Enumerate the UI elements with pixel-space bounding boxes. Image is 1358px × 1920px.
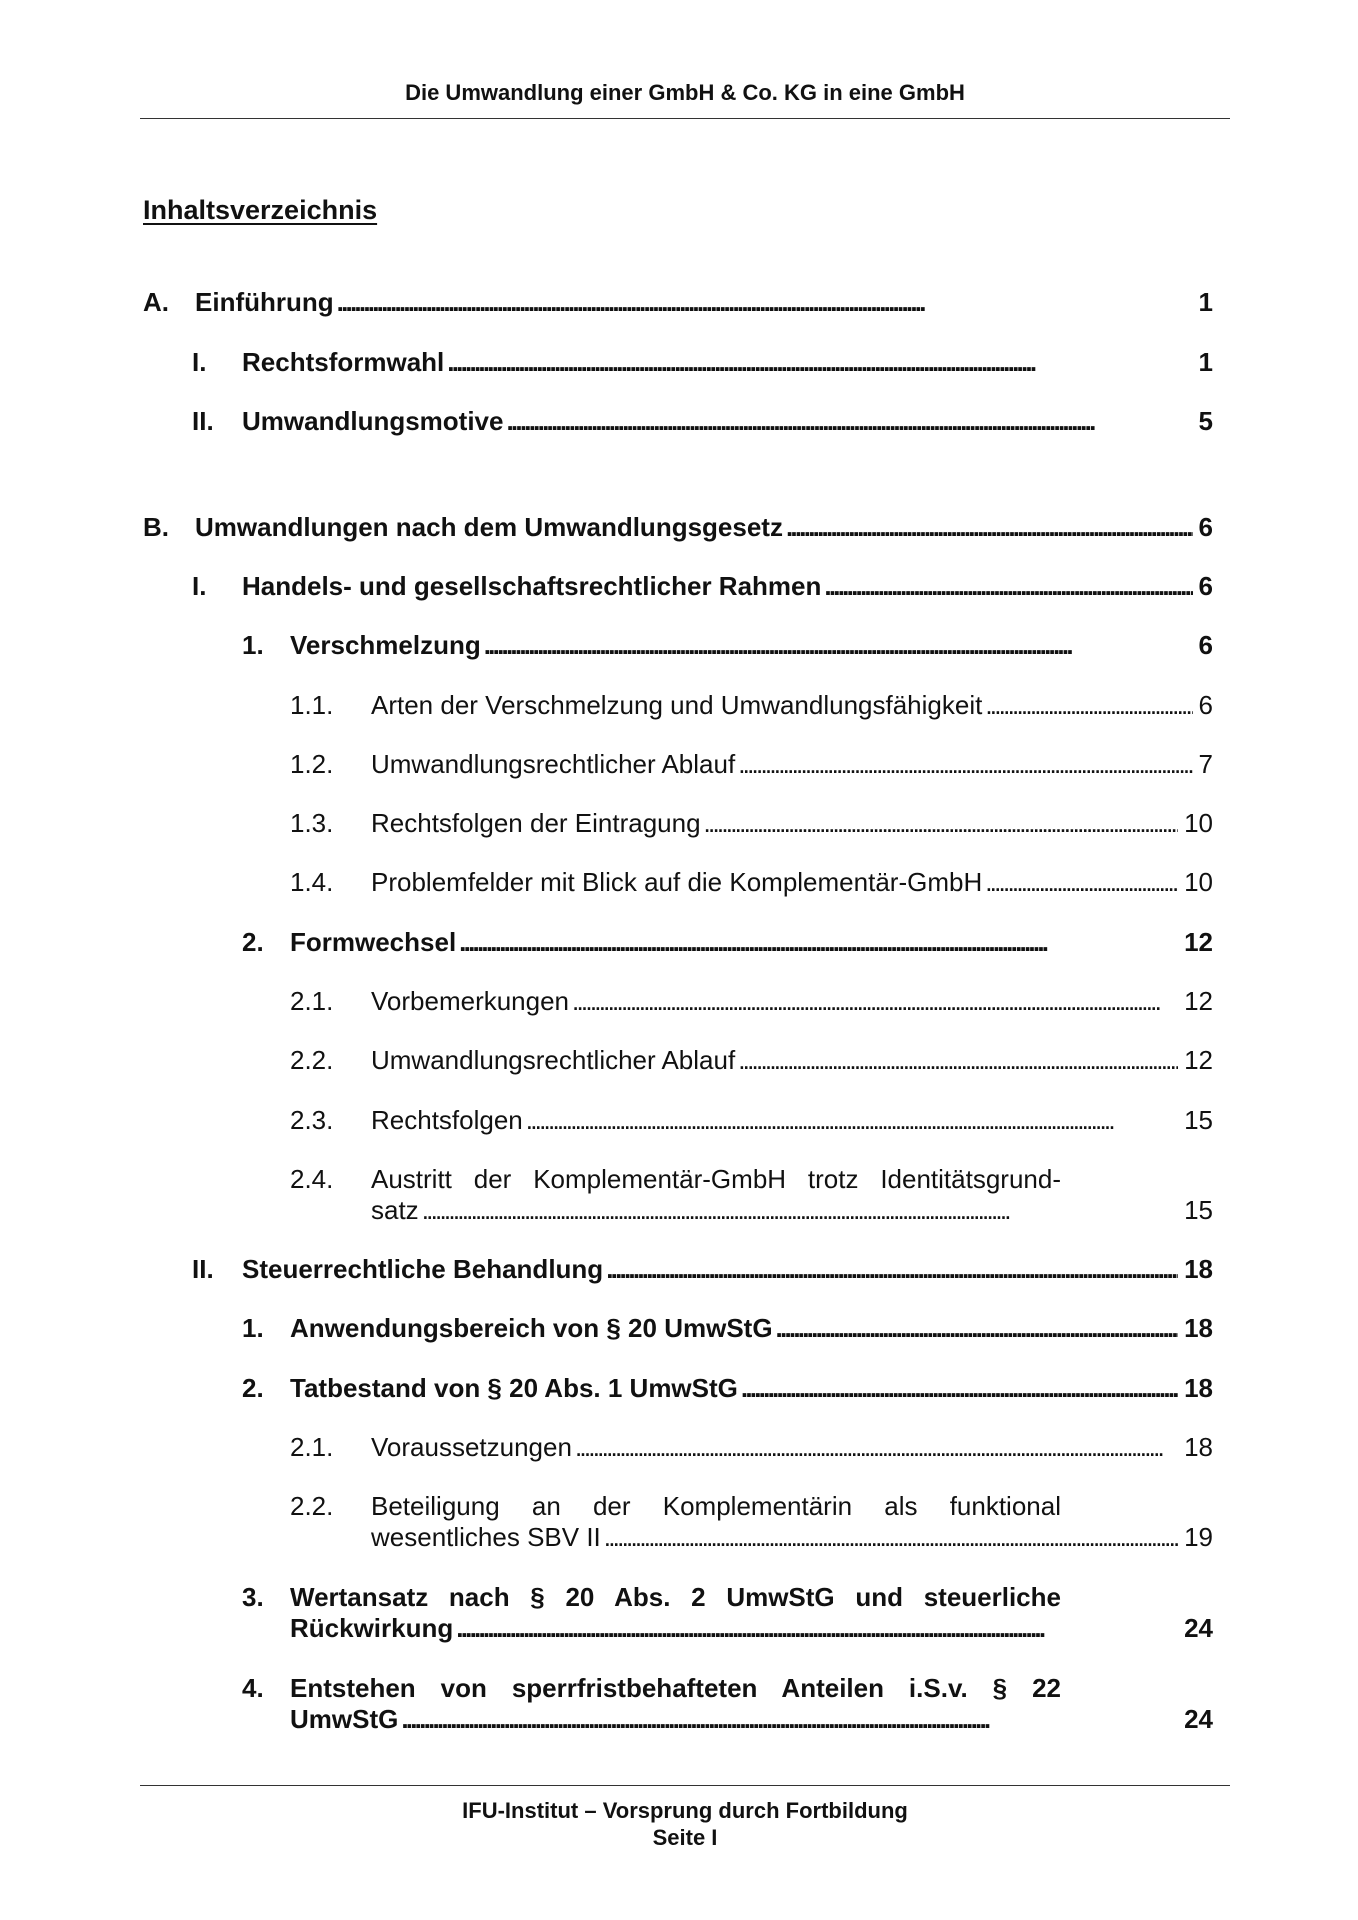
toc-entry-page: 6 xyxy=(1198,690,1213,720)
toc-entry-title-line1: Wertansatz nach § 20 Abs. 2 UmwStG und steuerliche xyxy=(290,1582,1061,1612)
toc-entry-b-i-1-1[interactable] xyxy=(0,690,1358,721)
dot-leader xyxy=(741,1373,1178,1404)
toc-entry-page: 18 xyxy=(1184,1373,1213,1403)
toc-entry-title: Rechtsfolgen xyxy=(371,1105,523,1135)
toc-entry-title: Umwandlungsrechtlicher Ablauf xyxy=(371,1045,736,1075)
dot-leader xyxy=(738,1045,1178,1076)
toc-entry-b-ii-2-2[interactable] xyxy=(0,1491,1358,1553)
toc-entry-number: 2.1. xyxy=(290,986,334,1016)
toc-entry-title: Einführung xyxy=(195,287,334,317)
toc-entry-page: 12 xyxy=(1184,1045,1213,1075)
toc-entry-number: 2.4. xyxy=(290,1164,334,1194)
toc-entry-page: 5 xyxy=(1198,406,1213,436)
toc-entry-title: Umwandlungsmotive xyxy=(242,406,504,436)
toc-entry-page: 10 xyxy=(1184,808,1213,838)
toc-entry-b-ii-1[interactable] xyxy=(0,1313,1358,1344)
toc-entry-page: 15 xyxy=(1184,1195,1213,1225)
toc-entry-title: Vorbemerkungen xyxy=(371,986,570,1016)
toc-entry-b[interactable] xyxy=(0,512,1358,543)
toc-entry-number: I. xyxy=(192,571,207,601)
toc-entry-b-i-2-3[interactable] xyxy=(0,1105,1358,1136)
dot-leader xyxy=(337,287,1193,318)
toc-entry-number: II. xyxy=(192,406,214,436)
toc-entry-title-line1: Austritt der Komplementär-GmbH trotz Identitätsgrund- xyxy=(371,1164,1061,1194)
toc-entry-b-i[interactable] xyxy=(0,571,1358,602)
toc-entry-b-ii-2[interactable] xyxy=(0,1373,1358,1404)
toc-entry-title-line2: Rückwirkung xyxy=(290,1613,454,1643)
header-divider xyxy=(140,118,1230,119)
dot-leader xyxy=(422,1195,1178,1226)
toc-entry-title: Rechtsformwahl xyxy=(242,347,445,377)
dot-leader xyxy=(526,1105,1178,1136)
toc-entry-title: Formwechsel xyxy=(290,927,457,957)
dot-leader xyxy=(786,512,1193,543)
toc-entry-title: Problemfelder mit Blick auf die Komplementär-GmbH xyxy=(371,867,983,897)
dot-leader xyxy=(401,1704,1178,1735)
toc-entry-page: 12 xyxy=(1184,986,1213,1016)
toc-entry-number: II. xyxy=(192,1254,214,1284)
toc-entry-page: 6 xyxy=(1198,571,1213,601)
dot-leader xyxy=(824,571,1192,602)
dot-leader xyxy=(604,1522,1178,1553)
toc-entry-b-ii[interactable] xyxy=(0,1254,1358,1285)
toc-entry-number: 1. xyxy=(242,1313,264,1343)
toc-entry-number: I. xyxy=(192,347,207,377)
toc-entry-title-line2: UmwStG xyxy=(290,1704,399,1734)
toc-entry-number: 2.3. xyxy=(290,1105,334,1135)
toc-entry-title: Arten der Verschmelzung und Umwandlungsfähigkeit xyxy=(371,690,983,720)
toc-entry-number: 2.2. xyxy=(290,1045,334,1075)
toc-entry-number: 1.3. xyxy=(290,808,334,838)
toc-entry-number: 1.4. xyxy=(290,867,334,897)
dot-leader xyxy=(575,1432,1178,1463)
toc-entry-title: Steuerrechtliche Behandlung xyxy=(242,1254,604,1284)
toc-entry-number: 2. xyxy=(242,927,264,957)
toc-entry-page: 19 xyxy=(1184,1522,1213,1552)
toc-entry-b-i-2-2[interactable] xyxy=(0,1045,1358,1076)
toc-heading: Inhaltsverzeichnis xyxy=(143,195,378,225)
toc-entry-title-line1: Beteiligung an der Komplementärin als funktional xyxy=(371,1491,1061,1521)
dot-leader xyxy=(985,690,1192,721)
dot-leader xyxy=(506,406,1192,437)
toc-entry-page: 1 xyxy=(1198,287,1213,317)
toc-entry-number: 4. xyxy=(242,1673,264,1703)
toc-entry-b-i-1-2[interactable] xyxy=(0,749,1358,780)
toc-entry-page: 12 xyxy=(1184,927,1213,957)
dot-leader xyxy=(456,1613,1178,1644)
toc-entry-a[interactable] xyxy=(0,287,1358,318)
toc-entry-number: 2.1. xyxy=(290,1432,334,1462)
toc-entry-number: 1. xyxy=(242,630,264,660)
toc-entry-title: Verschmelzung xyxy=(290,630,481,660)
toc-entry-title: Anwendungsbereich von § 20 UmwStG xyxy=(290,1313,773,1343)
toc-entry-title-line2: satz xyxy=(371,1195,419,1225)
toc-entry-title: Voraussetzungen xyxy=(371,1432,572,1462)
toc-entry-b-i-2-4[interactable] xyxy=(0,1164,1358,1226)
toc-entry-title: Rechtsfolgen der Eintragung xyxy=(371,808,701,838)
dot-leader xyxy=(459,927,1178,958)
toc-entry-b-ii-2-1[interactable] xyxy=(0,1432,1358,1463)
dot-leader xyxy=(447,347,1192,378)
toc-entry-page: 24 xyxy=(1184,1613,1213,1643)
footer-divider xyxy=(140,1785,1230,1786)
toc-entry-number: 1.1. xyxy=(290,690,334,720)
dot-leader xyxy=(572,986,1178,1017)
toc-entry-page: 6 xyxy=(1198,512,1213,542)
toc-entry-title-line2: wesentliches SBV II xyxy=(371,1522,601,1552)
page-footer xyxy=(140,1797,1230,1851)
footer-page-number: Seite I xyxy=(652,1825,718,1850)
toc-entry-b-i-2[interactable] xyxy=(0,927,1358,958)
toc-entry-title: Umwandlungen nach dem Umwandlungsgesetz xyxy=(195,512,783,542)
dot-leader xyxy=(484,630,1193,661)
toc-entry-b-i-2-1[interactable] xyxy=(0,986,1358,1017)
toc-entry-a-i[interactable] xyxy=(0,347,1358,378)
toc-entry-page: 1 xyxy=(1198,347,1213,377)
dot-leader xyxy=(985,867,1178,898)
toc-entry-b-i-1-4[interactable] xyxy=(0,867,1358,898)
footer-institute: IFU-Institut – Vorsprung durch Fortbildung xyxy=(462,1798,908,1823)
toc-entry-number: A. xyxy=(143,287,169,317)
toc-entry-page: 6 xyxy=(1198,630,1213,660)
toc-entry-page: 18 xyxy=(1184,1313,1213,1343)
toc-entry-number: 2. xyxy=(242,1373,264,1403)
page-header-title: Die Umwandlung einer GmbH & Co. KG in eine GmbH xyxy=(405,80,965,105)
toc-entry-title: Handels- und gesellschaftsrechtlicher Rahmen xyxy=(242,571,822,601)
toc-entry-title: Umwandlungsrechtlicher Ablauf xyxy=(371,749,736,779)
toc-entry-a-ii[interactable] xyxy=(0,406,1358,437)
toc-entry-title-line1: Entstehen von sperrfristbehafteten Anteilen i.S.v. § 22 xyxy=(290,1673,1061,1703)
toc-entry-page: 7 xyxy=(1198,749,1213,779)
toc-entry-title: Tatbestand von § 20 Abs. 1 UmwStG xyxy=(290,1373,738,1403)
toc-entry-page: 18 xyxy=(1184,1432,1213,1462)
dot-leader xyxy=(704,808,1179,839)
toc-entry-number: 2.2. xyxy=(290,1491,334,1521)
toc-entry-page: 18 xyxy=(1184,1254,1213,1284)
toc-entry-number: 3. xyxy=(242,1582,264,1612)
dot-leader xyxy=(606,1254,1178,1285)
toc-entry-page: 10 xyxy=(1184,867,1213,897)
toc-entry-b-i-1[interactable] xyxy=(0,630,1358,661)
toc-entry-b-ii-4[interactable] xyxy=(0,1673,1358,1735)
toc-entry-b-i-1-3[interactable] xyxy=(0,808,1358,839)
dot-leader xyxy=(776,1313,1179,1344)
toc-entry-b-ii-3[interactable] xyxy=(0,1582,1358,1644)
toc-entry-number: 1.2. xyxy=(290,749,334,779)
toc-entry-page: 24 xyxy=(1184,1704,1213,1734)
toc-entry-number: B. xyxy=(143,512,169,542)
toc-entry-page: 15 xyxy=(1184,1105,1213,1135)
dot-leader xyxy=(738,749,1192,780)
